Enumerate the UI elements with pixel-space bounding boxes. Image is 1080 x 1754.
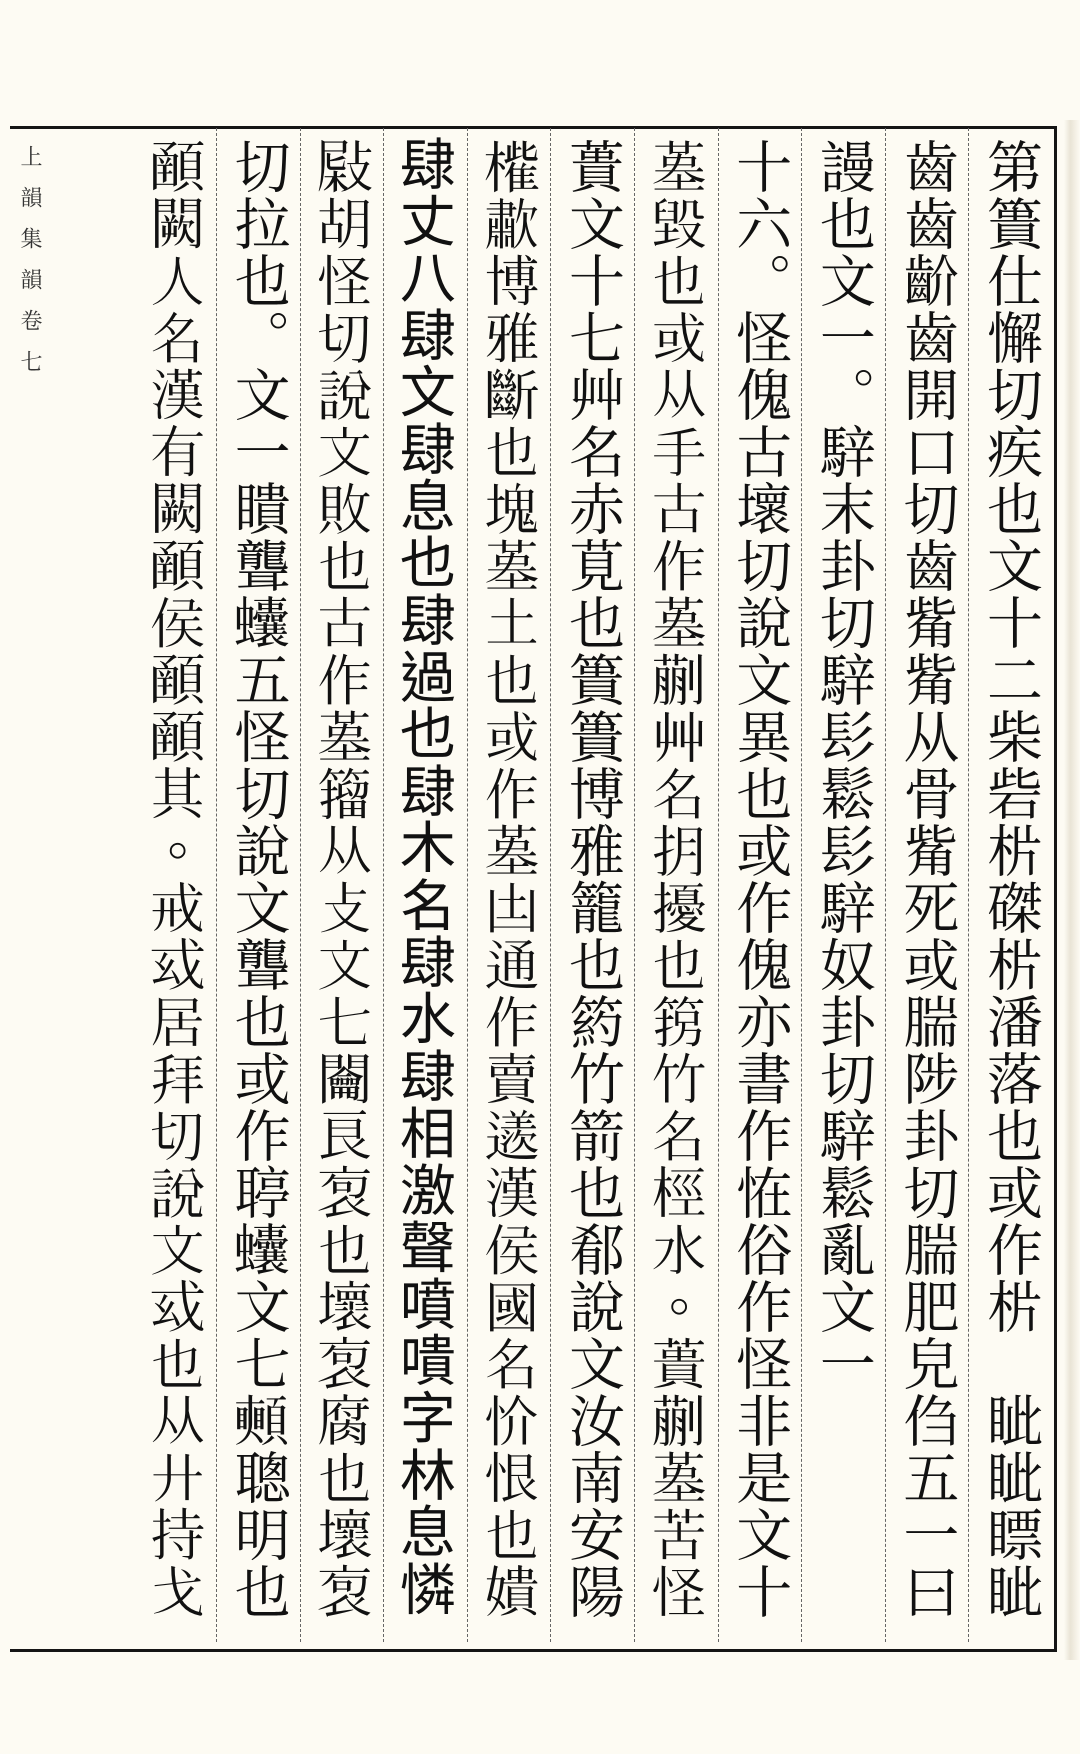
text-columns	[48, 128, 1052, 1642]
text-column: 第簣仕懈切疾也文十二柴砦㭊磔㭊潘落也或作㭊 眦眦瞟眦	[968, 128, 1052, 1642]
text-column: 蕢文十七艸名赤莧也簣簣博雅籠也箹竹箭也郩說文汝南安陽	[550, 128, 634, 1642]
text-column: 切拉也。文一瞶聾𧖒五怪切說文聾也或作聤𧖒文七𩕦聰明也	[216, 128, 300, 1642]
text-column: 十六。怪傀古壞切說文異也或作傀亦書作恠俗作怪非是文十	[718, 128, 802, 1642]
text-column: 𡎸毀也或从手古作𡎸蒯艸名抈擾也箉竹名桱水。蕢蒯𡎸苦怪	[634, 128, 718, 1642]
margin-title: 上 韻 集 韻 卷 七	[17, 145, 42, 378]
text-column: 謾也文一。騂末卦切騂髟鬆髟騂奴卦切騂鬆亂文一	[801, 128, 885, 1642]
text-column: 齒齒齘齒開口切齒觜觜从骨觜死或腨陟卦切腨肥皃㑇五一曰	[885, 128, 969, 1642]
text-column: 𣜁歗博雅斷也塊𡎸土也或作𡎸凷通作賣䢭漢侯國名忦恨也嬇	[467, 128, 551, 1642]
spine-edge	[1064, 120, 1080, 1660]
margin-strip	[12, 145, 46, 1645]
text-column: 𩔞闕人名漢有闕𩔞侯𩔞𩔞其。戒𢦙居拜切說文𢦙也从廾持戈	[142, 138, 208, 1620]
text-column: 𨽸丈八𨽸文𨽸息也𨽸過也𨽸木名𨽸水𨽸相激聲噴嘳字林息憐	[383, 128, 467, 1642]
text-column: 𢾂胡怪切說文敗也古作𡎸籀从攴文七𨷲良𧙎也壞𧙎腐也壞𧙎	[300, 128, 384, 1642]
